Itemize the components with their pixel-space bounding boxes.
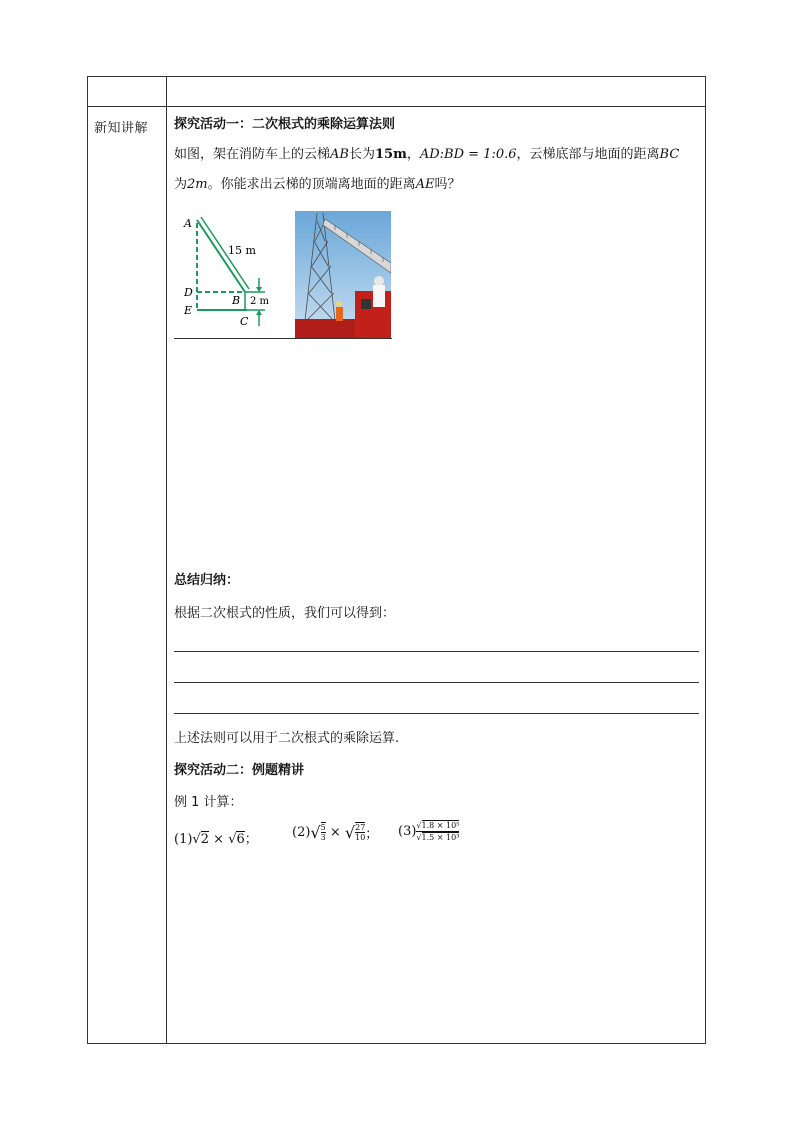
text-seg: ，: [406, 147, 420, 162]
text-seg: 长为: [348, 147, 375, 162]
formula-end: ；: [365, 826, 379, 842]
label-d: D: [184, 286, 193, 299]
numerator: 27: [355, 823, 366, 832]
length-15: 15 m: [228, 244, 256, 257]
worker-helmet: [374, 276, 384, 286]
numerator: 5: [320, 823, 326, 832]
formula-label: (1): [174, 832, 193, 847]
sqrt-sign: √: [416, 821, 422, 830]
answer-line: [174, 682, 699, 683]
formula-3: [398, 820, 459, 843]
example-label: 例 1 计算：: [174, 795, 243, 810]
sqrt-sign: √: [310, 822, 321, 842]
label-b: B: [232, 294, 241, 307]
radicand: 2: [200, 832, 209, 847]
activity2-title: 探究活动二：例题精讲: [174, 763, 305, 778]
text-seg: 为: [174, 177, 188, 192]
numerator: [416, 820, 459, 832]
radicand: 1.5 × 10³: [421, 833, 460, 842]
text-seg: 吗？: [434, 177, 461, 192]
sqrt-sign: √: [416, 833, 422, 842]
activity1-title: 探究活动一：二次根式的乘除运算法则: [174, 117, 396, 132]
math-seg: 2m: [187, 177, 208, 192]
length-2: 2 m: [250, 296, 270, 307]
fraction: [355, 822, 365, 842]
fraction: [321, 822, 326, 842]
ladder-diagram: [175, 208, 275, 334]
times-sign: ×: [329, 824, 341, 840]
formula-label: (2): [292, 824, 311, 840]
radicand: 1.8 × 10⁵: [421, 821, 460, 830]
table-column-divider: [166, 76, 167, 1044]
text-seg: ，云梯底部与地面的距离: [516, 147, 660, 162]
text-seg: 。你能求出云梯的顶端离地面的距离: [207, 177, 416, 192]
answer-line: [174, 651, 699, 652]
label-c: C: [240, 315, 249, 328]
denominator: [416, 832, 459, 843]
math-seg: AD:BD = 1:0.6: [419, 147, 517, 162]
activity1-line1: [174, 146, 679, 164]
activity1-line2: [174, 176, 461, 194]
denominator: 10: [355, 833, 366, 842]
figure-underline: [174, 338, 392, 339]
formula-end: ；: [244, 832, 258, 847]
table-header-divider: [87, 106, 706, 107]
sqrt-sign: √: [228, 832, 237, 847]
text-seg: 如图，架在消防车上的云梯: [174, 147, 331, 162]
math-seg: AB: [330, 147, 349, 162]
summary-after: 上述法则可以用于二次根式的乘除运算.: [174, 731, 400, 746]
truck-window: [361, 299, 371, 309]
formula-label: (3): [398, 824, 417, 839]
summary-text: 根据二次根式的性质，我们可以得到：: [174, 606, 396, 621]
truck-base: [295, 319, 355, 338]
label-a: A: [184, 217, 192, 230]
worker-body: [373, 285, 385, 307]
fraction: [416, 820, 459, 843]
formula-2: [292, 822, 378, 842]
times-sign: ×: [213, 832, 225, 847]
summary-title: 总结归纳：: [174, 573, 240, 588]
side-label: 新知讲解: [94, 121, 149, 136]
fire-truck-ladder-photo: [295, 211, 391, 338]
math-seg: 15m: [374, 147, 407, 162]
worker-body: [336, 307, 343, 321]
sqrt-sign: √: [344, 822, 356, 842]
answer-line: [174, 713, 699, 714]
formula-1: [174, 828, 258, 847]
worker-helmet: [336, 301, 342, 307]
label-e: E: [184, 304, 193, 317]
radicand: 6: [236, 832, 245, 847]
math-seg: AE: [415, 177, 435, 192]
denominator: 3: [320, 833, 326, 842]
math-seg: BC: [659, 147, 680, 162]
sqrt-sign: √: [192, 832, 201, 847]
